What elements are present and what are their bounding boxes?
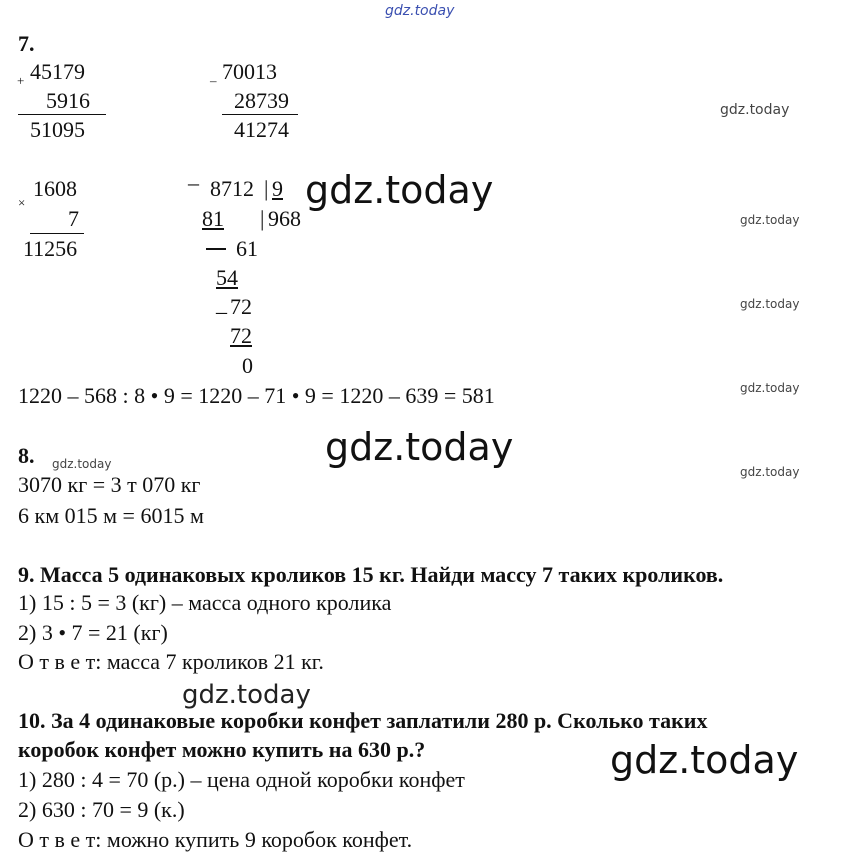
product-result: 11256	[23, 236, 78, 261]
watermark: gdz.today	[740, 381, 800, 395]
watermark: gdz.today	[740, 297, 800, 311]
watermark-large: gdz.today	[610, 738, 799, 782]
task-9-answer	[18, 649, 324, 675]
watermark-large: gdz.today	[305, 168, 494, 212]
task-7-expression: 1220 – 568 : 8 • 9 = 1220 – 71 • 9 = 1220 – 639 = 581	[18, 383, 495, 408]
task-9-title: 9. Масса 5 одинаковых кроликов 15 кг. Найди массу 7 таких кроликов.	[18, 562, 724, 587]
task-10-title-line-1: 10. За 4 одинаковые коробки конфет заплатили 280 р. Сколько таких	[18, 708, 708, 733]
task-9-step-2: 2) 3 • 7 = 21 (кг)	[18, 620, 168, 645]
task-8-line-2: 6 км 015 м = 6015 м	[18, 503, 204, 528]
multiplier: 7	[68, 206, 79, 231]
division-minus-3: _	[216, 291, 227, 316]
product-line	[30, 233, 84, 234]
times-sign: ×	[18, 195, 26, 210]
answer-text: : можно купить 9 коробок конфет.	[95, 827, 413, 852]
division-step-2: 61	[236, 236, 258, 261]
task-8-line-1: 3070 кг = 3 т 070 кг	[18, 472, 201, 497]
minus-sign: –	[210, 73, 217, 88]
addend-1: 45179	[30, 59, 85, 84]
difference-result: 41274	[234, 117, 289, 142]
watermark-medium: gdz.today	[182, 680, 311, 710]
watermark-top: gdz.today	[385, 3, 455, 19]
addend-2: 5916	[46, 88, 90, 113]
task-8-number: 8.	[18, 443, 35, 468]
division-minus-2	[206, 248, 226, 250]
divisor: 9	[272, 176, 283, 201]
task-10-answer	[18, 827, 412, 853]
division-step-1: 81	[202, 206, 224, 231]
divisor-bar: |	[264, 176, 269, 201]
division-remainder: 0	[242, 353, 253, 378]
subtrahend: 28739	[234, 88, 289, 113]
task-9-step-1: 1) 15 : 5 = 3 (кг) – масса одного кролика	[18, 590, 392, 615]
dividend: 8712	[210, 176, 254, 201]
answer-label: О т в е т	[18, 827, 96, 852]
plus-sign: +	[17, 73, 25, 88]
division-minus-sign: –	[188, 170, 199, 195]
answer-text: : масса 7 кроликов 21 кг.	[95, 649, 324, 674]
division-step-3: 54	[216, 265, 238, 290]
watermark: gdz.today	[740, 465, 800, 479]
task-7-number: 7.	[18, 31, 35, 56]
division-step-4: 72	[230, 294, 252, 319]
quotient: 968	[268, 206, 301, 231]
watermark: gdz.today	[720, 102, 790, 118]
watermark-large: gdz.today	[325, 425, 514, 469]
division-step-5: 72	[230, 323, 252, 348]
sum-result: 51095	[30, 117, 85, 142]
difference-line	[222, 114, 298, 115]
task-10-step-2: 2) 630 : 70 = 9 (к.)	[18, 797, 185, 822]
answer-label: О т в е т	[18, 649, 96, 674]
task-10-step-1: 1) 280 : 4 = 70 (р.) – цена одной коробки конфет	[18, 767, 465, 792]
watermark: gdz.today	[52, 457, 112, 471]
sum-line	[18, 114, 106, 115]
quotient-bar: |	[260, 206, 265, 231]
task-10-title-line-2: коробок конфет можно купить на 630 р.?	[18, 737, 426, 762]
minuend: 70013	[222, 59, 277, 84]
watermark: gdz.today	[740, 213, 800, 227]
multiplicand: 1608	[33, 176, 77, 201]
